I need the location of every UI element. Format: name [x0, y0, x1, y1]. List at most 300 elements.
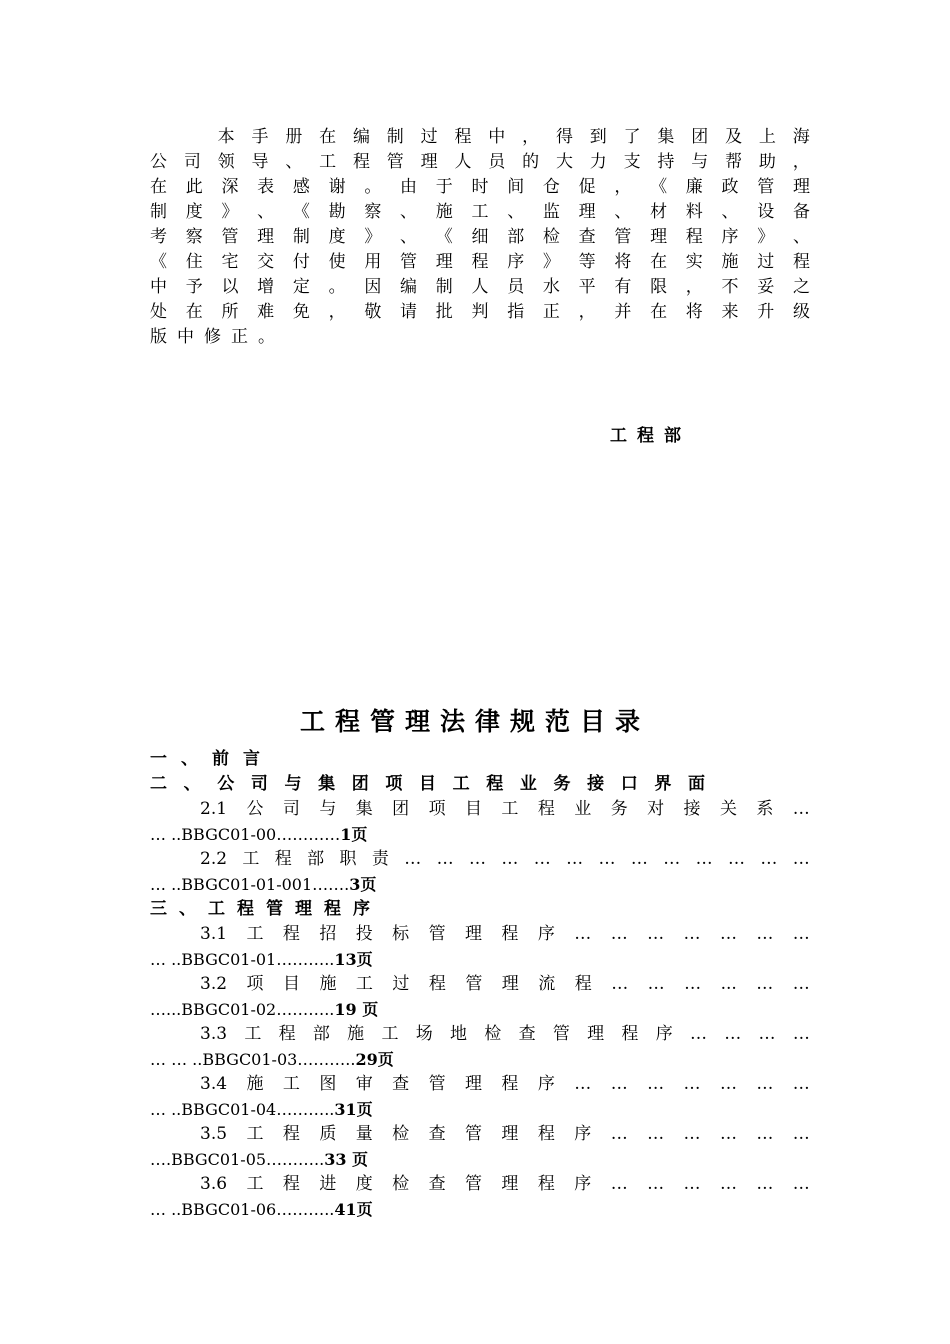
glyph: 级 — [792, 302, 810, 322]
toc-item-3-3[interactable] — [150, 1022, 810, 1047]
glyph: 公 — [246, 799, 264, 819]
glyph: 度 — [185, 202, 203, 222]
glyph: 了 — [623, 127, 641, 147]
glyph: 所 — [221, 302, 239, 322]
glyph: 程 — [237, 899, 254, 919]
toc-item-3-5-code[interactable] — [150, 1147, 810, 1172]
glyph: 检 — [484, 1024, 502, 1044]
glyph: 工 — [208, 899, 225, 919]
glyph: 一 — [150, 749, 167, 769]
glyph: 细 — [471, 227, 489, 247]
glyph: 因 — [364, 277, 382, 297]
glyph: 程 — [274, 849, 292, 869]
glyph: 理 — [465, 1074, 482, 1094]
toc-section-1[interactable] — [150, 747, 810, 772]
glyph: 3.3 — [200, 1024, 228, 1044]
glyph: 量 — [355, 1124, 373, 1144]
glyph: 理 — [501, 974, 519, 994]
glyph: 工 — [452, 774, 470, 794]
glyph: 的 — [522, 152, 540, 172]
glyph: 施 — [319, 974, 337, 994]
glyph: 、 — [721, 202, 739, 222]
glyph: 团 — [691, 127, 709, 147]
toc-page: 3页 — [349, 875, 377, 894]
glyph: … — [501, 849, 519, 869]
glyph: 程 — [574, 974, 592, 994]
glyph: 制 — [435, 277, 453, 297]
glyph: 程 — [428, 974, 446, 994]
glyph: 业 — [574, 799, 592, 819]
glyph: ... — [720, 974, 737, 994]
glyph: 口 — [620, 774, 638, 794]
toc-page: 1页 — [340, 825, 368, 844]
glyph: 请 — [400, 302, 418, 322]
preface-line — [150, 175, 810, 200]
glyph: 流 — [538, 974, 556, 994]
glyph: 制 — [150, 202, 167, 222]
glyph: 进 — [319, 1174, 337, 1194]
glyph: 手 — [251, 127, 269, 147]
glyph: 料 — [685, 202, 703, 222]
glyph: … — [756, 974, 774, 994]
glyph: 查 — [578, 227, 596, 247]
glyph: 度 — [328, 227, 346, 247]
glyph: 查 — [518, 1024, 536, 1044]
glyph: 程 — [501, 1074, 519, 1094]
glyph: 理 — [578, 202, 596, 222]
glyph: 本 — [217, 127, 235, 147]
toc-item-3-1-code[interactable] — [150, 947, 810, 972]
glyph: 理 — [587, 1024, 605, 1044]
glyph: 促 — [578, 177, 596, 197]
glyph: 批 — [435, 302, 453, 322]
glyph: … — [792, 1124, 810, 1144]
glyph: 等 — [578, 252, 596, 272]
toc-page: 31页 — [334, 1100, 373, 1119]
glyph: 过 — [420, 127, 438, 147]
glyph: 此 — [185, 177, 203, 197]
glyph: 工 — [355, 974, 373, 994]
preface-line — [150, 125, 810, 150]
glyph: 3.2 — [200, 974, 228, 994]
glyph: 、 — [183, 774, 201, 794]
glyph: … — [756, 1124, 774, 1144]
glyph: 、 — [179, 899, 196, 919]
glyph: 宅 — [221, 252, 239, 272]
glyph — [150, 125, 167, 150]
glyph: 工 — [319, 152, 337, 172]
glyph: 施 — [347, 1024, 365, 1044]
glyph: 检 — [392, 1124, 410, 1144]
glyph: 司 — [183, 152, 201, 172]
glyph: 并 — [614, 302, 632, 322]
glyph: 之 — [792, 277, 810, 297]
glyph: 管 — [465, 1124, 482, 1144]
table-of-contents — [150, 747, 810, 1222]
glyph: 程 — [486, 774, 504, 794]
glyph: 判 — [471, 302, 489, 322]
glyph: … — [610, 1174, 628, 1194]
glyph: 标 — [392, 924, 410, 944]
glyph: 程 — [471, 252, 489, 272]
toc-item-3-2-code[interactable] — [150, 997, 810, 1022]
preface-line — [150, 275, 810, 300]
glyph: 序 — [721, 227, 739, 247]
glyph: 2.2 — [200, 849, 228, 869]
glyph: 目 — [465, 799, 482, 819]
glyph: 管 — [428, 1074, 446, 1094]
glyph: 监 — [542, 202, 560, 222]
glyph: 帮 — [725, 152, 743, 172]
glyph: 难 — [257, 302, 275, 322]
glyph: 在 — [650, 252, 668, 272]
glyph: 图 — [319, 1074, 337, 1094]
glyph: 间 — [507, 177, 525, 197]
glyph: … — [647, 924, 665, 944]
glyph: 项 — [246, 974, 264, 994]
glyph: 《 — [150, 252, 167, 272]
glyph: 及 — [725, 127, 743, 147]
glyph: 理 — [465, 924, 482, 944]
toc-item-3-6-code[interactable] — [150, 1197, 810, 1222]
glyph: 》 — [757, 227, 775, 247]
glyph: 2.1 — [200, 799, 228, 819]
glyph: … — [647, 1074, 665, 1094]
glyph: 程 — [282, 1124, 300, 1144]
toc-item-2-1[interactable] — [150, 797, 810, 822]
glyph: 勘 — [328, 202, 346, 222]
glyph: … — [719, 1124, 737, 1144]
glyph: 限 — [650, 277, 668, 297]
glyph: 增 — [257, 277, 275, 297]
glyph: ， — [792, 152, 810, 172]
toc-item-3-4[interactable] — [150, 1072, 810, 1097]
glyph: … — [610, 924, 628, 944]
glyph: 、 — [285, 152, 303, 172]
glyph: 海 — [792, 127, 810, 147]
glyph: 》 — [221, 202, 239, 222]
glyph: 程 — [282, 1174, 300, 1194]
glyph: 序 — [507, 252, 525, 272]
toc-code: … ..BBGC01-04……….. — [150, 1100, 335, 1119]
glyph: 、 — [400, 202, 418, 222]
glyph: 与 — [319, 799, 337, 819]
glyph: 管 — [465, 1174, 482, 1194]
glyph: 管 — [552, 1024, 570, 1044]
toc-item-2-1-code[interactable] — [150, 822, 810, 847]
toc-item-3-3-code[interactable] — [150, 1047, 810, 1072]
glyph: 程 — [454, 127, 472, 147]
toc-code: … ..BBGC01-00………… — [150, 825, 341, 844]
glyph: 察 — [185, 227, 203, 247]
glyph: 程 — [685, 227, 703, 247]
toc-page: 41页 — [334, 1200, 373, 1219]
preface-paragraph — [150, 125, 810, 350]
glyph: 中 — [488, 127, 506, 147]
glyph: 序 — [574, 1174, 592, 1194]
glyph: 廉 — [685, 177, 703, 197]
glyph: 检 — [542, 227, 560, 247]
preface-line — [150, 225, 810, 250]
glyph: 序 — [655, 1024, 673, 1044]
toc-item-3-2[interactable] — [150, 972, 810, 997]
glyph: 人 — [454, 152, 472, 172]
glyph: 政 — [721, 177, 739, 197]
glyph: 工 — [501, 799, 519, 819]
glyph: 部 — [307, 849, 325, 869]
glyph: 支 — [623, 152, 641, 172]
glyph: … — [719, 1174, 737, 1194]
glyph: … — [719, 1074, 737, 1094]
glyph: … — [724, 1024, 742, 1044]
glyph: 以 — [221, 277, 239, 297]
signature: 工程部 — [610, 426, 691, 446]
toc-item-2-2[interactable] — [150, 847, 810, 872]
glyph: 3.4 — [200, 1074, 228, 1094]
glyph: … — [695, 849, 713, 869]
glyph: 人 — [471, 277, 489, 297]
glyph: 编 — [352, 127, 370, 147]
glyph: 处 — [150, 302, 167, 322]
glyph: 理 — [257, 227, 275, 247]
toc-item-3-1[interactable] — [150, 922, 810, 947]
glyph: 程 — [537, 799, 555, 819]
glyph: 版 — [150, 327, 167, 347]
glyph: 得 — [555, 127, 573, 147]
toc-item-3-5[interactable] — [150, 1122, 810, 1147]
glyph: 程 — [324, 899, 341, 919]
glyph: 程 — [792, 252, 810, 272]
glyph: 管 — [266, 899, 283, 919]
glyph: 投 — [355, 924, 373, 944]
glyph: 管 — [221, 227, 239, 247]
glyph: … — [792, 974, 810, 994]
glyph: 序 — [537, 1074, 555, 1094]
glyph: 3.6 — [200, 1174, 228, 1194]
glyph: 《 — [435, 227, 453, 247]
glyph: 施 — [246, 1074, 264, 1094]
preface-line — [150, 250, 810, 275]
glyph: … — [684, 974, 702, 994]
glyph: 与 — [284, 774, 302, 794]
glyph: ， — [522, 127, 540, 147]
glyph: 用 — [364, 252, 382, 272]
glyph: 过 — [392, 974, 410, 994]
glyph: 材 — [650, 202, 668, 222]
glyph: 施 — [721, 252, 739, 272]
glyph: 前 — [212, 749, 229, 769]
glyph: 将 — [614, 252, 632, 272]
glyph: 敬 — [364, 302, 382, 322]
glyph: 团 — [351, 774, 369, 794]
glyph: 编 — [400, 277, 418, 297]
glyph: 谢 — [328, 177, 346, 197]
glyph: 3.1 — [200, 924, 228, 944]
glyph: 理 — [420, 152, 438, 172]
glyph: … — [760, 849, 778, 869]
glyph: 查 — [392, 1074, 410, 1094]
glyph: 表 — [257, 177, 275, 197]
glyph: 集 — [318, 774, 336, 794]
glyph: 修 — [204, 327, 221, 347]
toc-page: 13页 — [334, 950, 373, 969]
toc-code: … … ..BBGC01-03……….. — [150, 1050, 356, 1069]
glyph: 目 — [282, 974, 300, 994]
glyph: 理 — [501, 1174, 519, 1194]
glyph: 程 — [282, 924, 300, 944]
glyph: 与 — [691, 152, 709, 172]
glyph: 招 — [319, 924, 337, 944]
glyph: 中 — [177, 327, 194, 347]
glyph: 序 — [353, 899, 370, 919]
glyph: 接 — [683, 799, 701, 819]
glyph: 、 — [181, 749, 198, 769]
toc-item-3-6[interactable] — [150, 1172, 810, 1197]
glyph: 言 — [243, 749, 260, 769]
glyph: 实 — [685, 252, 703, 272]
glyph: 责 — [371, 849, 389, 869]
glyph: 务 — [610, 799, 628, 819]
glyph: 有 — [614, 277, 632, 297]
glyph: 》 — [542, 252, 560, 272]
glyph: 程 — [501, 924, 519, 944]
glyph: 关 — [719, 799, 737, 819]
glyph: … — [683, 924, 701, 944]
glyph: … — [758, 1024, 776, 1044]
glyph: 质 — [319, 1124, 337, 1144]
glyph: … — [689, 1024, 707, 1044]
glyph: 理 — [501, 1124, 519, 1144]
glyph: 。 — [364, 177, 382, 197]
glyph: … — [610, 1124, 628, 1144]
glyph: 持 — [657, 152, 675, 172]
glyph: 册 — [285, 127, 303, 147]
glyph: 管 — [386, 152, 404, 172]
glyph: ， — [328, 302, 346, 322]
glyph: 理 — [295, 899, 312, 919]
glyph: … — [792, 1174, 810, 1194]
glyph: 免 — [292, 302, 310, 322]
preface-line — [150, 200, 810, 225]
toc-item-2-2-code[interactable] — [150, 872, 810, 897]
glyph: 职 — [339, 849, 357, 869]
glyph: 力 — [589, 152, 607, 172]
glyph: 度 — [355, 1174, 373, 1194]
glyph: 正 — [231, 327, 248, 347]
glyph: 由 — [400, 177, 418, 197]
glyph: 导 — [251, 152, 269, 172]
toc-section-2[interactable] — [150, 772, 705, 797]
glyph: 理 — [792, 177, 810, 197]
glyph: … — [663, 849, 681, 869]
glyph: 面 — [688, 774, 705, 794]
toc-code: … ..BBGC01-01……….. — [150, 950, 335, 969]
glyph: 工 — [246, 1124, 264, 1144]
glyph: … — [469, 849, 487, 869]
glyph: 公 — [217, 774, 235, 794]
glyph: … — [792, 1024, 810, 1044]
glyph: … — [404, 849, 422, 869]
glyph: 备 — [792, 202, 810, 222]
glyph: 公 — [150, 152, 167, 172]
glyph: … — [647, 1124, 665, 1144]
glyph: 、 — [614, 202, 632, 222]
toc-section-3[interactable] — [150, 897, 810, 922]
glyph: 水 — [542, 277, 560, 297]
glyph: 管 — [465, 974, 483, 994]
glyph: 务 — [553, 774, 571, 794]
preface-line — [150, 300, 810, 325]
toc-page: 33 页 — [324, 1150, 369, 1169]
glyph: … — [792, 924, 810, 944]
glyph: 二 — [150, 774, 167, 794]
glyph: 序 — [574, 1124, 592, 1144]
glyph: 过 — [757, 252, 775, 272]
glyph: 工 — [242, 849, 260, 869]
glyph: 深 — [221, 177, 239, 197]
glyph: … — [533, 849, 551, 869]
glyph: 大 — [555, 152, 573, 172]
preface-line — [150, 325, 810, 350]
glyph: 项 — [428, 799, 446, 819]
glyph: 工 — [246, 924, 264, 944]
glyph: 管 — [757, 177, 775, 197]
glyph: 上 — [758, 127, 776, 147]
glyph: 指 — [507, 302, 525, 322]
glyph: 3.5 — [200, 1124, 228, 1144]
glyph: … — [728, 849, 746, 869]
glyph: 《 — [292, 202, 310, 222]
glyph: 团 — [392, 799, 410, 819]
glyph: 、 — [507, 202, 525, 222]
glyph: 程 — [621, 1024, 639, 1044]
glyph: 程 — [278, 1024, 296, 1044]
glyph: 查 — [428, 1174, 446, 1194]
glyph: 查 — [428, 1124, 446, 1144]
glyph: 地 — [450, 1024, 468, 1044]
glyph: 管 — [614, 227, 632, 247]
toc-item-3-4-code[interactable] — [150, 1097, 810, 1122]
glyph: … — [566, 849, 584, 869]
glyph: … — [719, 924, 737, 944]
glyph: 施 — [435, 202, 453, 222]
glyph: … — [792, 799, 810, 819]
glyph: 程 — [352, 152, 370, 172]
glyph: … — [792, 849, 810, 869]
glyph: 付 — [292, 252, 310, 272]
glyph: 《 — [650, 177, 668, 197]
glyph: 平 — [578, 277, 596, 297]
glyph: 审 — [355, 1074, 373, 1094]
glyph: 部 — [507, 227, 525, 247]
glyph: … — [611, 974, 629, 994]
glyph: 领 — [217, 152, 235, 172]
glyph: 、 — [400, 227, 418, 247]
glyph: 正 — [542, 302, 560, 322]
glyph: 在 — [319, 127, 337, 147]
glyph: 制 — [292, 227, 310, 247]
glyph: 司 — [282, 799, 300, 819]
glyph: 界 — [654, 774, 672, 794]
glyph: 员 — [507, 277, 525, 297]
glyph: 工 — [246, 1174, 264, 1194]
toc-code: ….BBGC01-05……….. — [150, 1150, 325, 1169]
glyph — [184, 125, 201, 150]
glyph: … — [756, 1074, 774, 1094]
glyph: 来 — [721, 302, 739, 322]
glyph: 制 — [386, 127, 404, 147]
glyph: 交 — [257, 252, 275, 272]
